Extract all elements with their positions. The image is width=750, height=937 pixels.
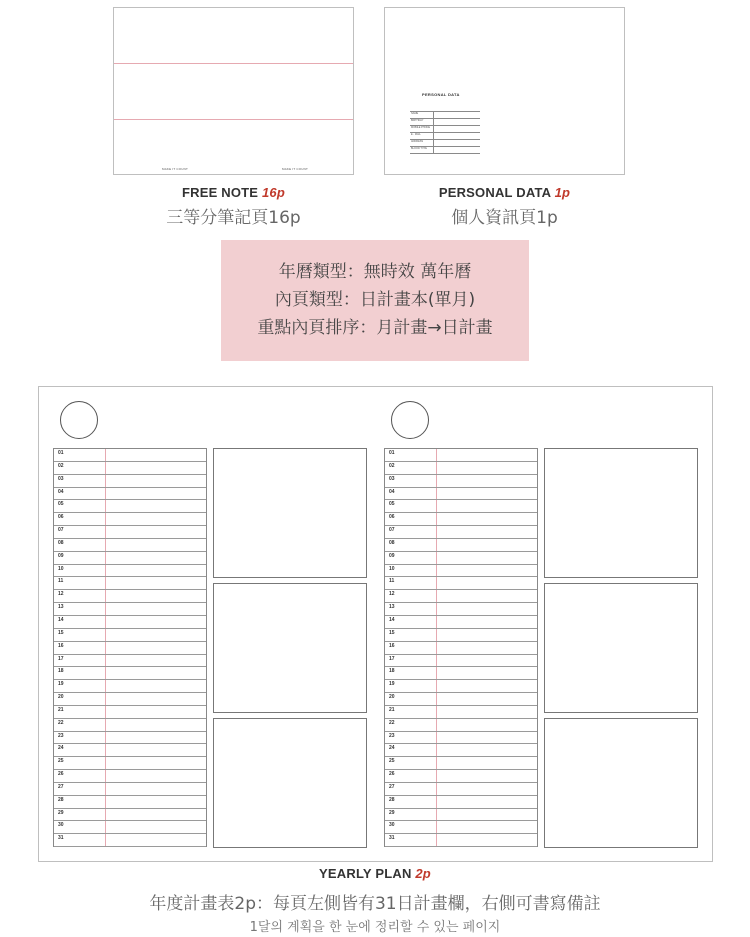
day-list-right — [384, 448, 538, 847]
day-row — [54, 449, 206, 462]
day-row — [385, 693, 537, 706]
binder-hole-icon — [391, 401, 429, 439]
day-number: 13 — [58, 604, 64, 611]
day-row — [385, 667, 537, 680]
personal-data-caption-zh: 個人資訊頁1p — [451, 208, 558, 228]
divider-line — [114, 119, 353, 120]
day-number: 16 — [389, 642, 395, 649]
day-row — [54, 821, 206, 834]
personal-data-table — [410, 111, 480, 154]
day-number: 12 — [58, 591, 64, 598]
day-row — [54, 577, 206, 590]
day-row — [385, 603, 537, 616]
day-row — [54, 590, 206, 603]
day-row — [54, 744, 206, 757]
day-number: 05 — [389, 501, 395, 508]
day-row — [54, 539, 206, 552]
day-row — [54, 693, 206, 706]
memo-box — [544, 583, 698, 713]
day-row — [385, 616, 537, 629]
day-number: 30 — [58, 822, 64, 829]
divider-line — [114, 63, 353, 64]
day-row — [385, 642, 537, 655]
day-row — [385, 706, 537, 719]
day-number: 11 — [389, 578, 395, 585]
day-number: 14 — [389, 616, 395, 623]
day-row — [54, 565, 206, 578]
day-row — [54, 513, 206, 526]
day-number: 28 — [389, 796, 395, 803]
binder-hole-icon — [60, 401, 98, 439]
day-number: 19 — [389, 681, 395, 688]
personal-data-thumbnail — [384, 7, 625, 175]
day-number: 04 — [389, 488, 395, 495]
day-row — [54, 642, 206, 655]
day-row — [54, 770, 206, 783]
day-number: 26 — [389, 771, 395, 778]
day-number: 05 — [58, 501, 64, 508]
day-number: 12 — [389, 591, 395, 598]
day-number: 01 — [389, 450, 395, 456]
day-number: 26 — [58, 771, 64, 778]
day-number: 10 — [58, 565, 64, 572]
free-note-caption — [113, 185, 354, 200]
day-row — [54, 526, 206, 539]
day-row — [385, 744, 537, 757]
personal-data-heading: PERSONAL DATA — [422, 92, 460, 97]
memo-box — [544, 718, 698, 848]
day-number: 07 — [389, 527, 395, 534]
day-number: 22 — [58, 719, 64, 726]
caption-page-count: 1p — [554, 185, 571, 200]
personal-data-caption — [384, 185, 625, 200]
calendar-type-line: 年曆類型：無時效 萬年曆 — [278, 262, 472, 282]
day-number: 31 — [58, 835, 64, 842]
day-row — [54, 834, 206, 847]
day-number: 20 — [58, 694, 64, 701]
footer-text: MAKE IT COUNT — [282, 167, 309, 171]
day-number: 20 — [389, 694, 395, 701]
day-row — [385, 770, 537, 783]
table-row: ADDRESS — [410, 140, 480, 147]
day-row — [385, 757, 537, 770]
day-row — [54, 488, 206, 501]
day-row — [54, 809, 206, 822]
table-row: E - MAIL — [410, 133, 480, 140]
day-row — [385, 783, 537, 796]
day-number: 08 — [58, 539, 64, 546]
yearly-plan-caption-zh: 年度計畫表2p：每頁左側皆有31日計畫欄，右側可書寫備註 — [149, 894, 601, 914]
page-order-line: 重點內頁排序：月計畫→日計畫 — [257, 318, 493, 338]
footer-text: MAKE IT COUNT — [162, 167, 189, 171]
day-number: 13 — [389, 604, 395, 611]
day-row — [54, 719, 206, 732]
caption-title: PERSONAL DATA — [438, 185, 551, 200]
yearly-plan-caption-ko: 1달의 계획을 한 눈에 정리할 수 있는 페이지 — [249, 920, 501, 935]
day-row — [385, 513, 537, 526]
day-row — [54, 475, 206, 488]
day-row — [385, 834, 537, 847]
day-number: 17 — [389, 655, 395, 662]
info-box — [221, 240, 529, 361]
day-number: 31 — [389, 835, 395, 842]
day-row — [385, 821, 537, 834]
memo-box — [213, 718, 367, 848]
memo-box — [544, 448, 698, 578]
day-row — [385, 475, 537, 488]
day-row — [385, 449, 537, 462]
day-number: 18 — [58, 668, 64, 675]
day-number: 24 — [58, 745, 64, 752]
day-row — [54, 796, 206, 809]
day-row — [385, 809, 537, 822]
day-row — [385, 462, 537, 475]
day-number: 10 — [389, 565, 395, 572]
day-list-left — [53, 448, 207, 847]
day-number: 09 — [58, 552, 64, 559]
day-row — [385, 629, 537, 642]
day-number: 17 — [58, 655, 64, 662]
day-row — [54, 500, 206, 513]
day-row — [54, 680, 206, 693]
day-row — [54, 757, 206, 770]
day-row — [54, 603, 206, 616]
caption-page-count: 2p — [415, 866, 431, 881]
day-row — [385, 500, 537, 513]
day-number: 14 — [58, 616, 64, 623]
day-row — [54, 616, 206, 629]
caption-title: YEARLY PLAN — [319, 866, 412, 881]
day-number: 29 — [58, 809, 64, 816]
table-row: MOBILE PHONE — [410, 126, 480, 133]
day-number: 23 — [389, 732, 395, 739]
day-number: 06 — [58, 514, 64, 521]
day-number: 27 — [58, 783, 64, 790]
day-number: 07 — [58, 527, 64, 534]
memo-box — [213, 583, 367, 713]
day-row — [54, 552, 206, 565]
page-type-line: 內頁類型：日計畫本(單月) — [274, 290, 476, 310]
day-number: 06 — [389, 514, 395, 521]
day-row — [385, 590, 537, 603]
day-number: 21 — [389, 706, 395, 713]
memo-box — [213, 448, 367, 578]
day-number: 09 — [389, 552, 395, 559]
table-row: BIRTHDAY — [410, 119, 480, 126]
day-row — [385, 655, 537, 668]
day-number: 15 — [389, 629, 395, 636]
free-note-thumbnail — [113, 7, 354, 175]
day-number: 01 — [58, 450, 64, 456]
free-note-caption-zh: 三等分筆記頁16p — [166, 208, 301, 228]
day-number: 19 — [58, 681, 64, 688]
day-number: 16 — [58, 642, 64, 649]
day-row — [385, 526, 537, 539]
yearly-plan-spread — [38, 386, 713, 862]
day-row — [385, 796, 537, 809]
day-number: 30 — [389, 822, 395, 829]
day-number: 02 — [389, 462, 395, 469]
day-row — [54, 462, 206, 475]
day-number: 25 — [58, 758, 64, 765]
day-number: 21 — [58, 706, 64, 713]
day-number: 02 — [58, 462, 64, 469]
day-row — [385, 539, 537, 552]
day-row — [385, 488, 537, 501]
day-row — [54, 783, 206, 796]
day-number: 08 — [389, 539, 395, 546]
day-number: 03 — [389, 475, 395, 482]
day-row — [54, 732, 206, 745]
caption-page-count: 16p — [262, 185, 286, 200]
day-number: 29 — [389, 809, 395, 816]
day-row — [385, 577, 537, 590]
day-number: 23 — [58, 732, 64, 739]
day-number: 22 — [389, 719, 395, 726]
day-row — [54, 706, 206, 719]
day-number: 28 — [58, 796, 64, 803]
day-number: 04 — [58, 488, 64, 495]
day-number: 25 — [389, 758, 395, 765]
day-number: 11 — [58, 578, 64, 585]
day-row — [54, 655, 206, 668]
day-row — [54, 667, 206, 680]
table-row: NAME — [410, 112, 480, 119]
day-row — [385, 552, 537, 565]
day-row — [385, 719, 537, 732]
day-row — [385, 680, 537, 693]
day-number: 03 — [58, 475, 64, 482]
yearly-plan-caption — [0, 866, 750, 881]
day-row — [385, 732, 537, 745]
day-number: 18 — [389, 668, 395, 675]
day-row — [385, 565, 537, 578]
caption-title: FREE NOTE — [181, 185, 259, 200]
day-row — [54, 629, 206, 642]
table-row: BLOOD TYPE — [410, 147, 480, 154]
day-number: 15 — [58, 629, 64, 636]
day-number: 24 — [389, 745, 395, 752]
day-number: 27 — [389, 783, 395, 790]
